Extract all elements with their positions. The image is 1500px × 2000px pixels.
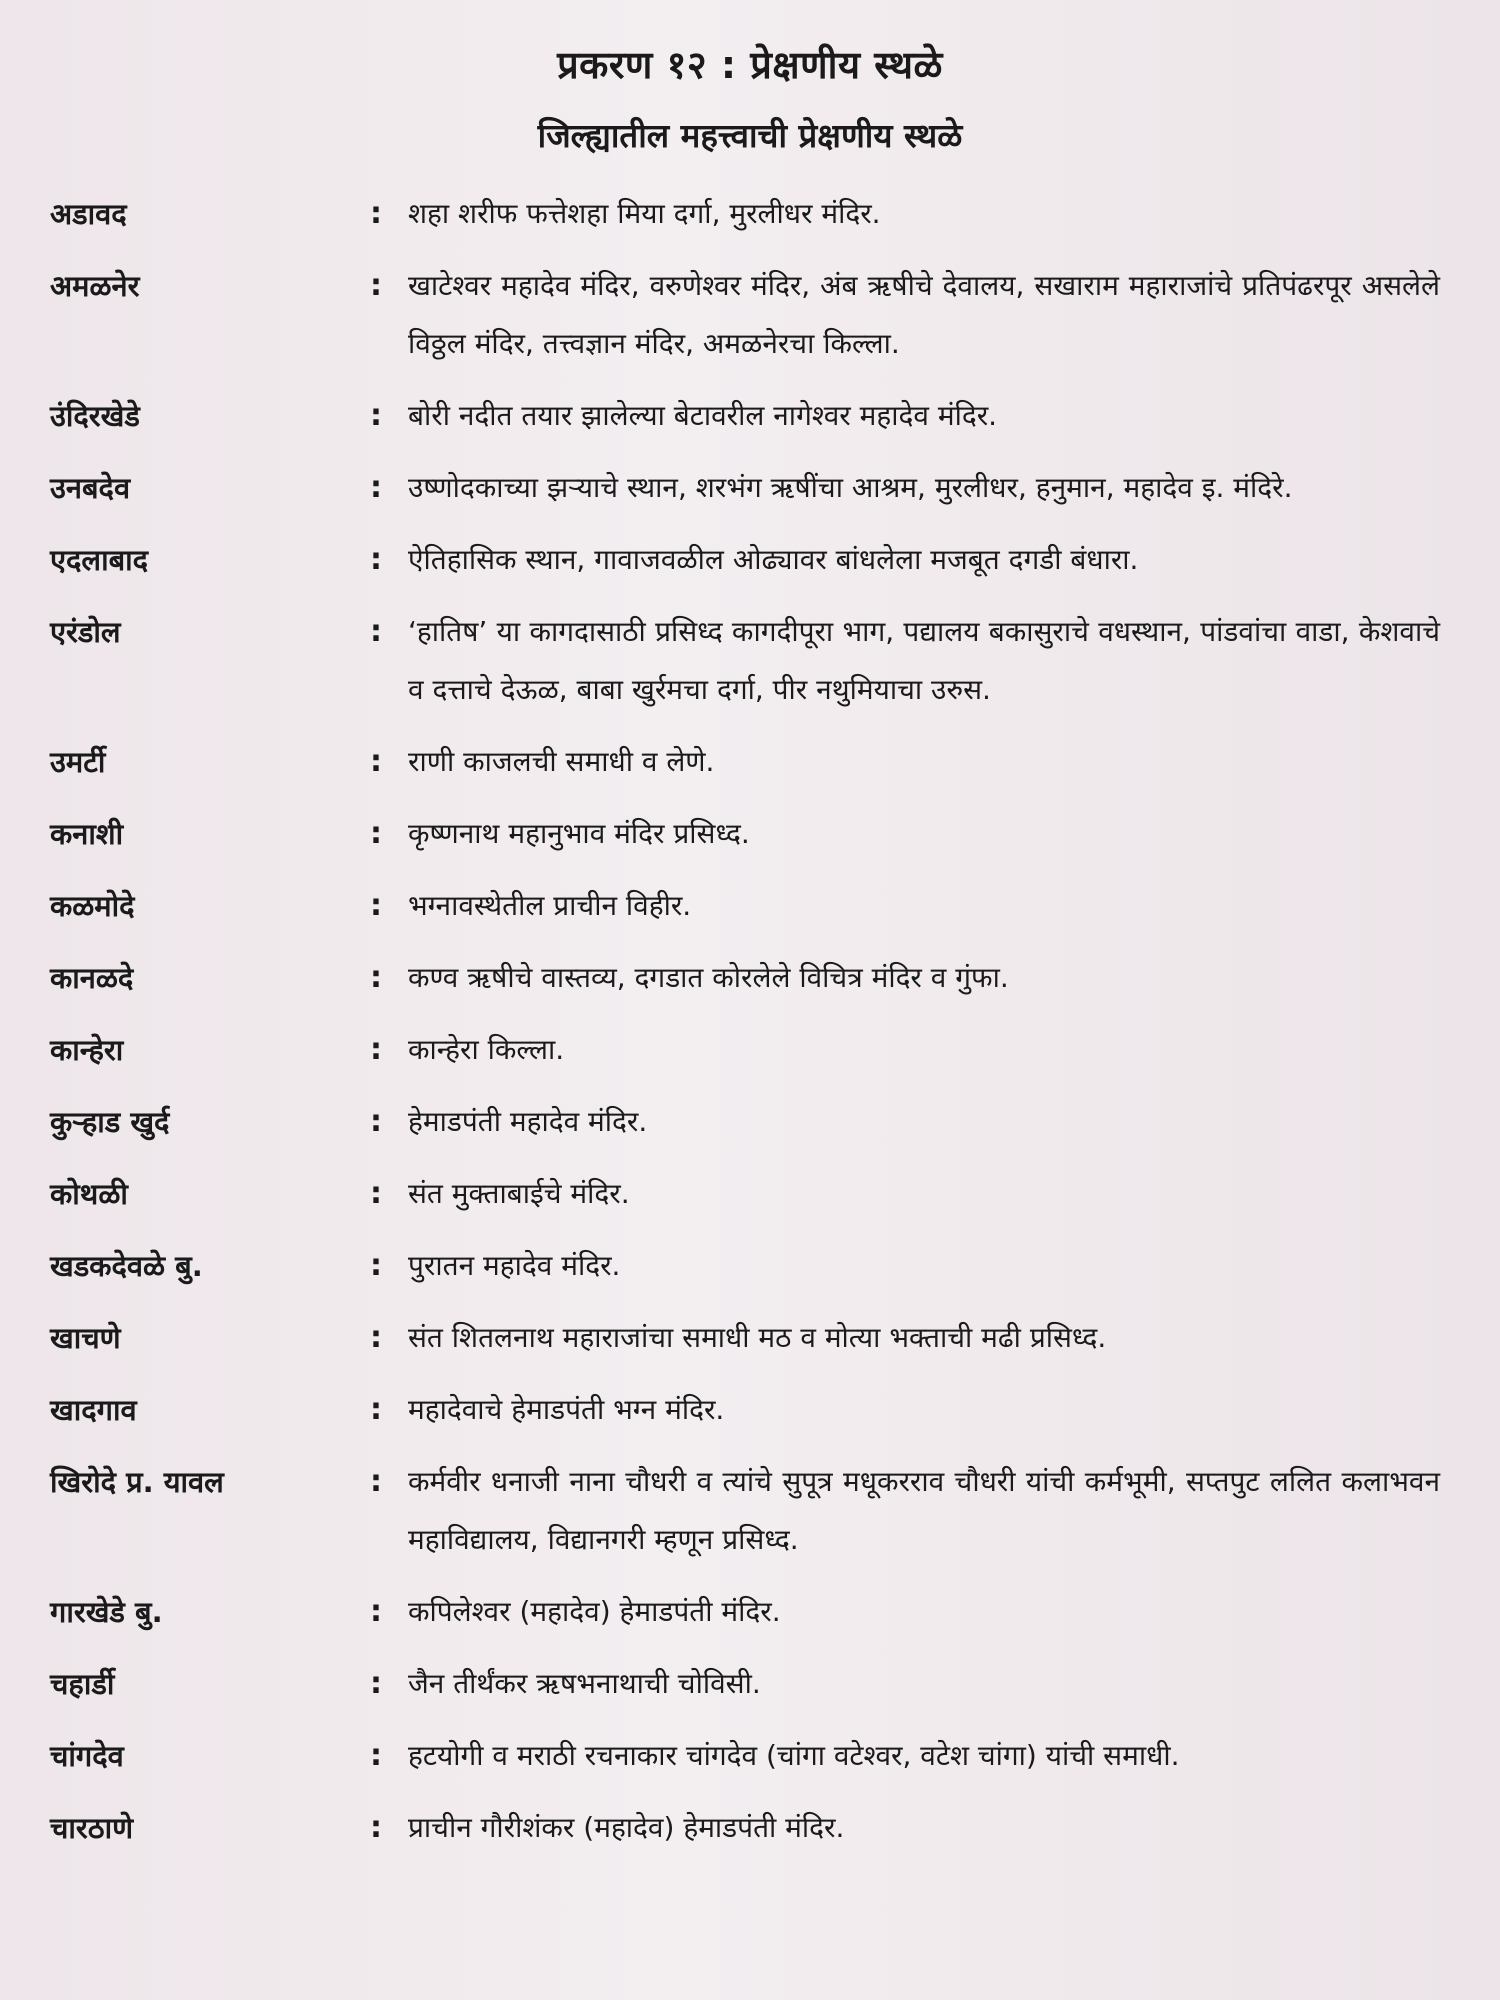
list-item [50, 1727, 1440, 1785]
place-description: कर्मवीर धनाजी नाना चौधरी व त्यांचे सुपूत्र मधूकरराव चौधरी यांची कर्मभूमी, सप्तपुट ललित कलाभवन महाविद्यालय, विद्यानगरी म्हणून प्रसिध्द. [408, 1465, 1440, 1556]
separator-colon: : [370, 744, 382, 779]
separator-colon: : [370, 614, 382, 649]
list-item [50, 1583, 1440, 1641]
separator-colon: : [370, 470, 382, 505]
list-item [50, 949, 1440, 1007]
place-name: उनबदेव [50, 471, 131, 505]
list-item [50, 877, 1440, 935]
separator-colon: : [370, 1464, 382, 1499]
separator-colon: : [370, 1032, 382, 1067]
list-item [50, 1381, 1440, 1439]
place-name: उंदिरखेडे [50, 399, 140, 433]
place-description: उष्णोदकाच्या झऱ्याचे स्थान, शरभंग ऋषींचा आश्रम, मुरलीधर, हनुमान, महादेव इ. मंदिरे. [408, 471, 1293, 504]
place-description: संत मुक्ताबाईचे मंदिर. [408, 1177, 630, 1210]
place-name: अमळनेर [50, 269, 140, 303]
separator-colon: : [370, 1248, 382, 1283]
place-description: ऐतिहासिक स्थान, गावाजवळील ओढ्यावर बांधलेला मजबूत दगडी बंधारा. [408, 543, 1139, 576]
separator-colon: : [370, 1810, 382, 1845]
list-item [50, 531, 1440, 589]
separator-colon: : [370, 1392, 382, 1427]
section-subtitle: जिल्ह्यातील महत्त्वाची प्रेक्षणीय स्थळे [537, 116, 963, 155]
separator-colon: : [370, 960, 382, 995]
place-description: हटयोगी व मराठी रचनाकार चांगदेव (चांगा वटेश्वर, वटेश चांगा) यांची समाधी. [408, 1739, 1180, 1772]
separator-colon: : [370, 1176, 382, 1211]
place-name: कानळदे [50, 961, 134, 995]
place-name: कान्हेरा [50, 1033, 124, 1067]
place-name: खाचणे [50, 1321, 121, 1355]
place-name: खिरोदे प्र. यावल [50, 1465, 224, 1499]
separator-colon: : [370, 1594, 382, 1629]
separator-colon: : [370, 542, 382, 577]
place-description: कपिलेश्वर (महादेव) हेमाडपंती मंदिर. [408, 1595, 781, 1628]
place-name: चहार्डी [50, 1667, 115, 1701]
list-item [50, 185, 1440, 243]
list-item [50, 1021, 1440, 1079]
separator-colon: : [370, 888, 382, 923]
place-name: चांगदेव [50, 1739, 124, 1773]
place-description: कृष्णनाथ महानुभाव मंदिर प्रसिध्द. [408, 817, 750, 850]
place-name: एरंडोल [50, 615, 121, 649]
place-name: एदलाबाद [50, 543, 149, 577]
list-item [50, 387, 1440, 445]
list-item [50, 805, 1440, 863]
list-item [50, 1309, 1440, 1367]
place-name: कोथळी [50, 1177, 128, 1211]
place-description: संत शितलनाथ महाराजांचा समाधी मठ व मोत्या भक्ताची मढी प्रसिध्द. [408, 1321, 1107, 1354]
place-description: शहा शरीफ फत्तेशहा मिया दर्गा, मुरलीधर मंदिर. [408, 197, 881, 230]
separator-colon: : [370, 196, 382, 231]
place-description: ‘हातिष’ या कागदासाठी प्रसिध्द कागदीपूरा भाग, पद्यालय बकासुराचे वधस्थान, पांडवांचा वाडा, केशवाचे व दत्ताचे देऊळ, बाबा खुर्रमचा दर्गा, पीर नथुमियाचा उरुस. [408, 615, 1440, 706]
place-description: जैन तीर्थंकर ऋषभनाथाची चोविसी. [408, 1667, 761, 1700]
list-item [50, 1165, 1440, 1223]
place-description: पुरातन महादेव मंदिर. [408, 1249, 621, 1282]
place-description: कण्व ऋषीचे वास्तव्य, दगडात कोरलेले विचित्र मंदिर व गुंफा. [408, 961, 1009, 994]
place-name: गारखेडे बु. [50, 1595, 163, 1629]
list-item [50, 1655, 1440, 1713]
place-description: खाटेश्वर महादेव मंदिर, वरुणेश्वर मंदिर, अंब ऋषीचे देवालय, सखाराम महाराजांचे प्रतिपंढरपूर असलेले विठ्ठल मंदिर, तत्त्वज्ञान मंदिर, अमळनेरचा किल्ला. [408, 269, 1440, 360]
place-name: कनाशी [50, 817, 124, 851]
place-name: कळमोदे [50, 889, 135, 923]
separator-colon: : [370, 1320, 382, 1355]
list-item [50, 459, 1440, 517]
list-item [50, 1799, 1440, 1857]
place-name: खादगाव [50, 1393, 137, 1427]
places-list [50, 185, 1440, 1871]
list-item [50, 1453, 1440, 1569]
list-item [50, 733, 1440, 791]
place-name: अडावद [50, 197, 127, 231]
place-description: महादेवाचे हेमाडपंती भग्न मंदिर. [408, 1393, 725, 1426]
separator-colon: : [370, 1738, 382, 1773]
place-name: चारठाणे [50, 1811, 134, 1845]
place-description: राणी काजलची समाधी व लेणे. [408, 745, 715, 778]
place-name: उमर्टी [50, 745, 106, 779]
place-description: कान्हेरा किल्ला. [408, 1033, 565, 1066]
chapter-title: प्रकरण १२ : प्रेक्षणीय स्थळे [557, 43, 943, 87]
place-name: कुऱ्हाड खुर्द [50, 1105, 170, 1139]
list-item [50, 257, 1440, 373]
separator-colon: : [370, 1104, 382, 1139]
place-description: हेमाडपंती महादेव मंदिर. [408, 1105, 648, 1138]
separator-colon: : [370, 398, 382, 433]
place-name: खडकदेवळे बु. [50, 1249, 203, 1283]
separator-colon: : [370, 1666, 382, 1701]
place-description: प्राचीन गौरीशंकर (महादेव) हेमाडपंती मंदिर. [408, 1811, 845, 1844]
place-description: भग्नावस्थेतील प्राचीन विहीर. [408, 889, 692, 922]
separator-colon: : [370, 816, 382, 851]
list-item [50, 1237, 1440, 1295]
list-item [50, 603, 1440, 719]
separator-colon: : [370, 268, 382, 303]
place-description: बोरी नदीत तयार झालेल्या बेटावरील नागेश्वर महादेव मंदिर. [408, 399, 998, 432]
list-item [50, 1093, 1440, 1151]
